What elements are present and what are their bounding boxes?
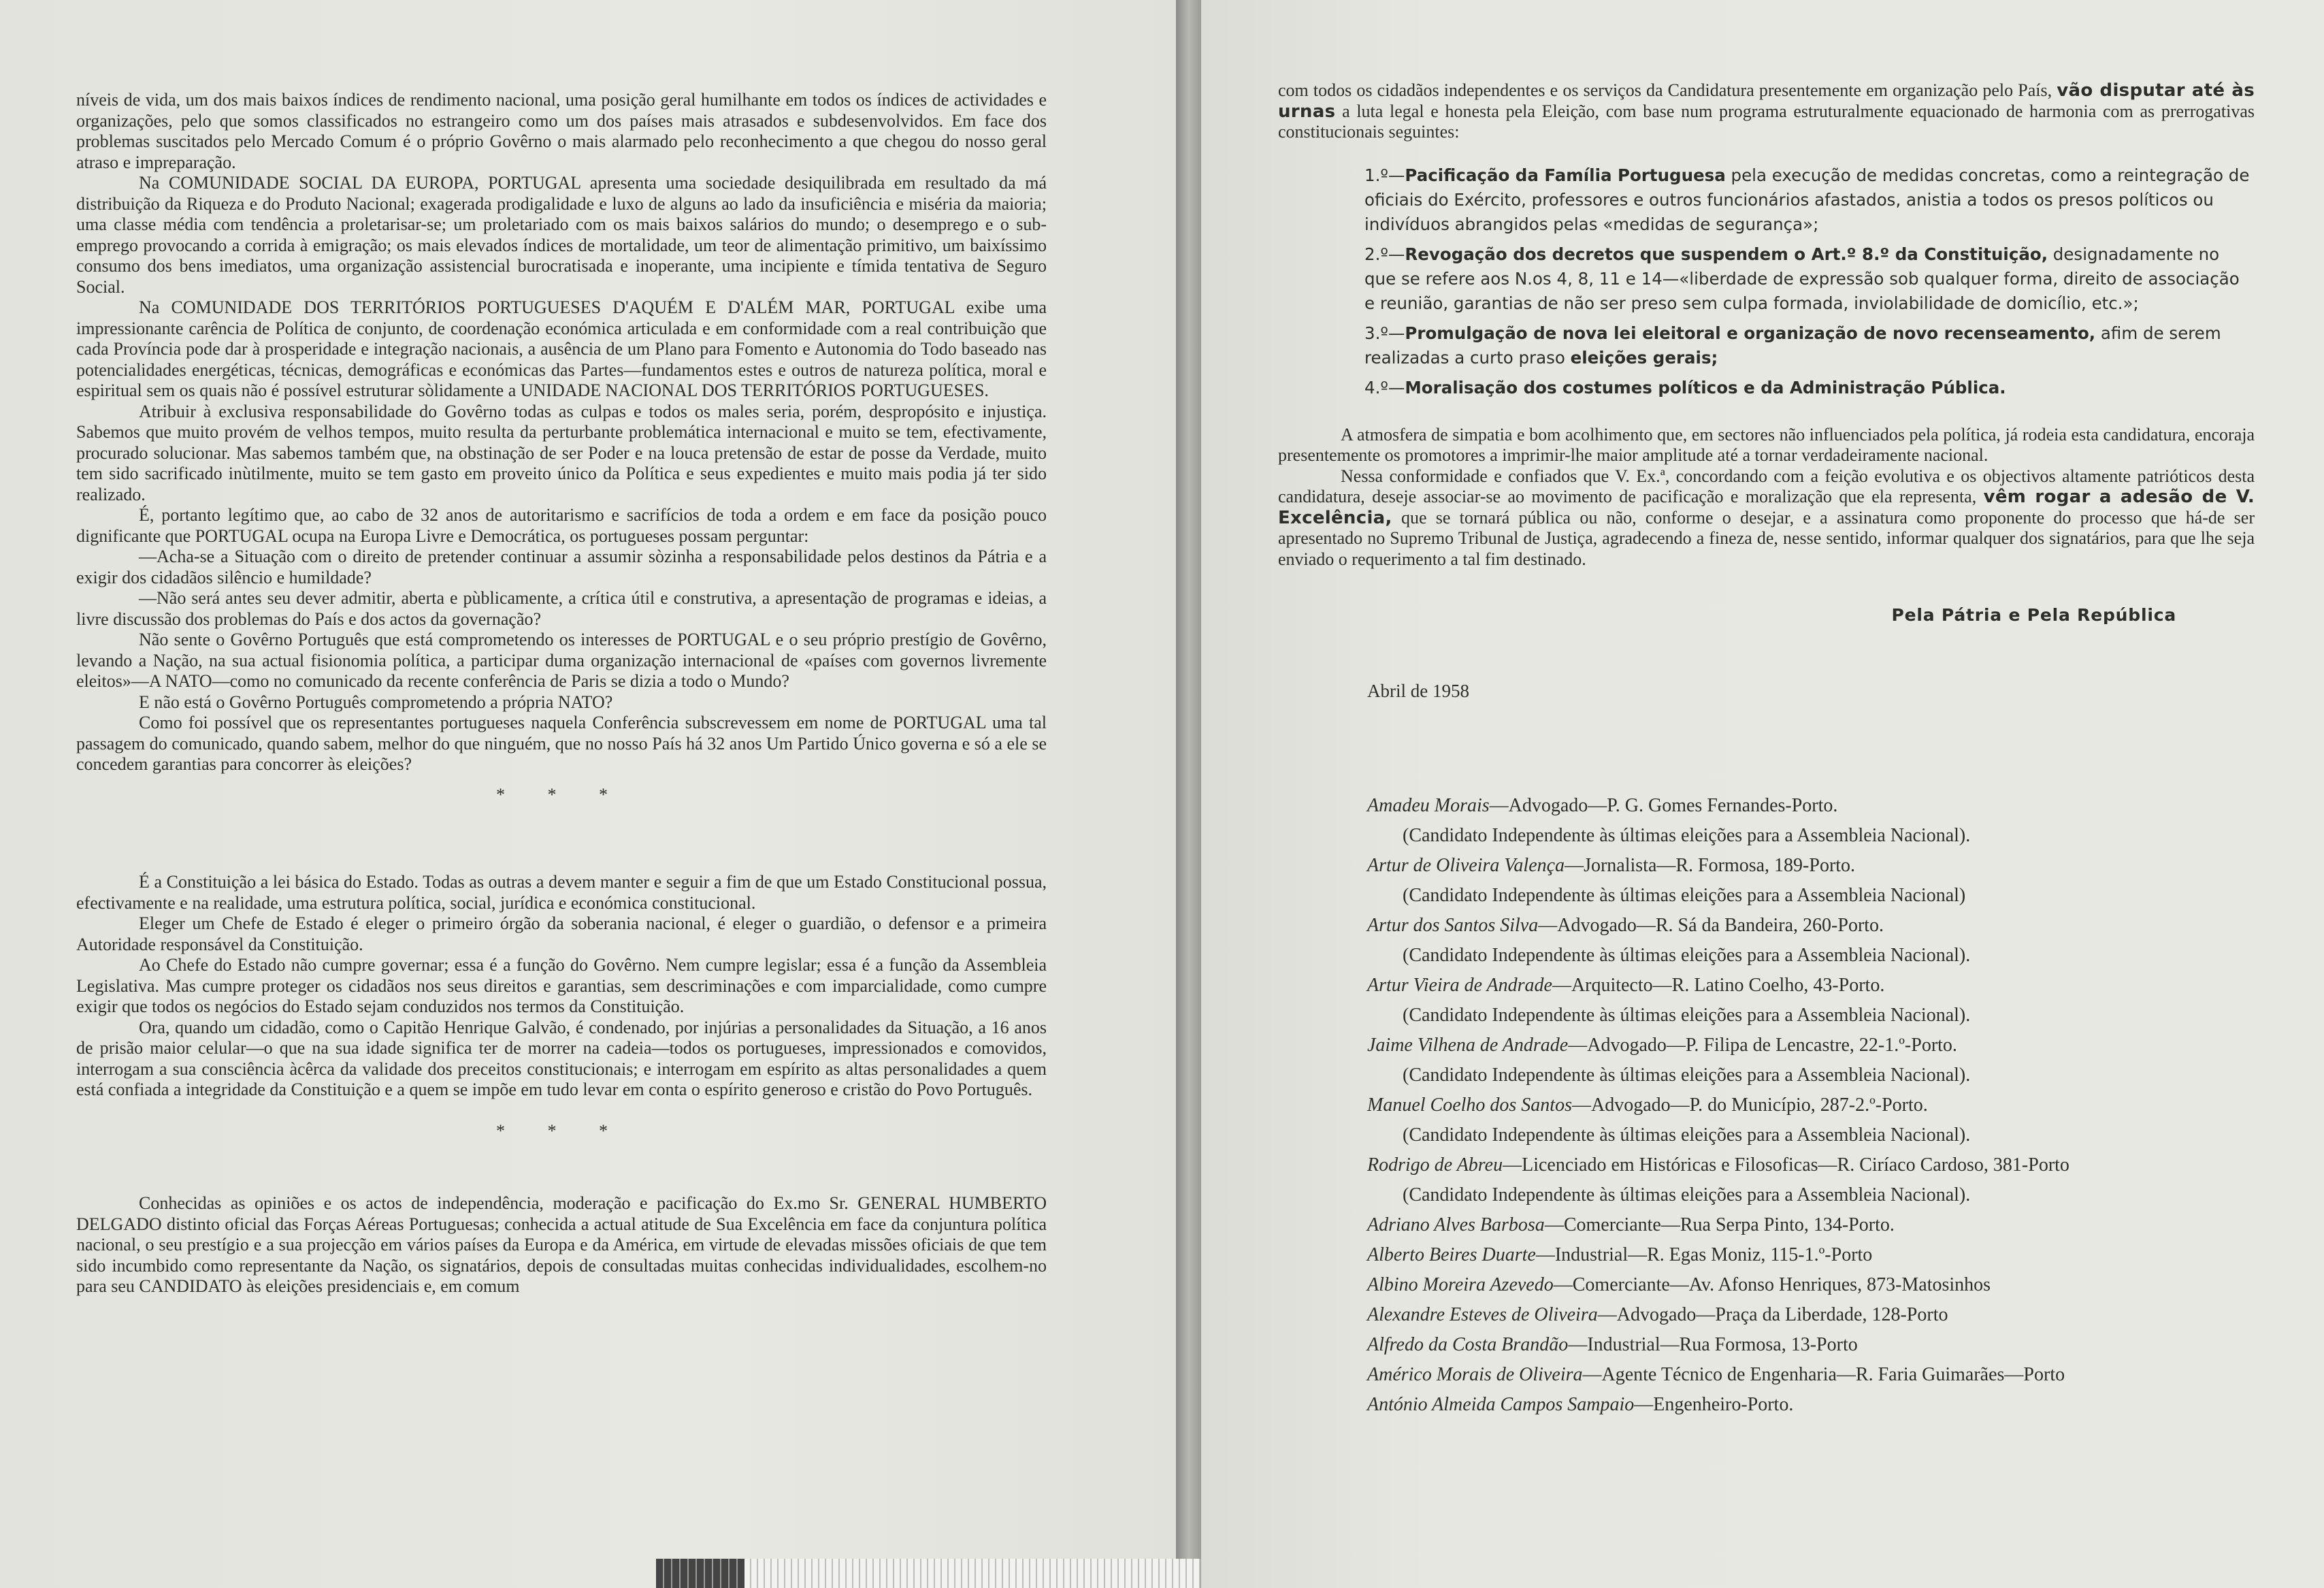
signatory-entry	[1367, 851, 2255, 881]
program-point: 2.º—Revogação dos decretos que suspendem o Art.º 8.º da Constituição, designadamente no que se refere aos N.os 4, 8, 11 e 14—«liberdade de expressão sob qualquer forma, direito de associação e reunião, garantias de não ser preso sem culpa formada, inviolabilidade de domicílio, etc.»;	[1364, 244, 2240, 313]
signatory-name: Adriano Alves Barbosa	[1367, 1214, 1545, 1235]
motto: Pela Pátria e Pela República	[1891, 605, 2176, 625]
signatory-details: —Advogado—P. G. Gomes Fernandes-Porto.	[1489, 795, 1838, 816]
program-point: 3.º—Promulgação de nova lei eleitoral e organização de novo recenseamento, afim de serem realizadas a curto praso eleições gerais;	[1364, 323, 2221, 368]
signatory-entry	[1367, 1210, 2255, 1240]
paragraph: Como foi possível que os representantes portugueses naquela Conferência subscrevessem em nome de PORTUGAL uma tal passagem do comunicado, quando sabem, melhor do que ninguém, que no nosso País há 32 anos Um Partido Único governa e só a ele se concedem garantias para concorrer às eleições?	[76, 713, 1047, 774]
signatory-entry	[1367, 1360, 2255, 1390]
point-title: Promulgação de nova lei eleitoral e organização de novo recenseamento,	[1405, 323, 2096, 343]
signatory-entry	[1367, 1150, 2255, 1180]
paragraph: —Não será antes seu dever admitir, aberta e pùblicamente, a crítica útil e construtiva, a apresentação de programas e ideias, a livre discussão dos problemas do País e dos actos da governação?	[76, 588, 1047, 629]
intro-emphasis: vão disputar até às urnas	[1278, 80, 2255, 122]
signatory-details: —Comerciante—Av. Afonso Henriques, 873-Matosinhos	[1553, 1274, 1991, 1295]
paragraph: Eleger um Chefe de Estado é eleger o primeiro órgão da soberania nacional, é eleger o guardião, o defensor e a primeira Autoridade responsável da Constituição.	[76, 913, 1047, 954]
section-divider-stars: * * *	[496, 784, 627, 805]
right-page	[1201, 0, 2324, 1588]
signatory-entry	[1367, 1330, 2255, 1360]
scan-ruler-dark-segment	[656, 1559, 744, 1588]
signatory-details: —Advogado—Praça da Liberdade, 128-Porto	[1597, 1304, 1948, 1325]
paragraph: Não sente o Govêrno Português que está comprometendo os interesses de PORTUGAL e o seu próprio prestígio de Govêrno, levando a Nação, na sua actual fisionomia política, a participar duma organização internacional de «países com governos livremente eleitos»—A NATO—como no comunicado da recente conferência de Paris se dizia a todo o Mundo?	[76, 630, 1047, 691]
signatory-note: (Candidato Independente às últimas eleições para a Assembleia Nacional).	[1403, 1124, 1971, 1146]
paragraph: —Acha-se a Situação com o direito de pretender continuar a assumir sòzinha a responsabilidade pelos destinos da Pátria e a exigir dos cidadãos silêncio e humildade?	[76, 547, 1047, 587]
paragraph: Na COMUNIDADE SOCIAL DA EUROPA, PORTUGAL apresenta uma sociedade desiquilibrada em resultado da má distribuição da Riqueza e do Produto Nacional; exagerada prodigalidade e luxo de alguns ao lado da insuficiência e miséria da maioria; uma classe média com tendência a proletarisar-se; um proletariado com os mais baixos salários do mundo; o desemprego e o sub-emprego provocando a corrida à emigração; os mais elevados índices de mortalidade, um teor de alimentação primitivo, um baixíssimo consumo dos bens imediatos, uma organização assistencial burocratisada e inoperante, uma incipiente e tímida tentativa de Seguro Social.	[76, 173, 1047, 297]
signatory-name: António Almeida Campos Sampaio	[1367, 1394, 1635, 1415]
signatory-name: Artur de Oliveira Valença	[1367, 855, 1565, 876]
signatory-details: —Comerciante—Rua Serpa Pinto, 134-Porto.	[1544, 1214, 1895, 1235]
signatory-name: Alexandre Esteves de Oliveira	[1367, 1304, 1598, 1325]
section-divider-stars: * * *	[496, 1120, 627, 1141]
signatory-entry	[1367, 791, 2255, 821]
paragraph: Conhecidas as opiniões e os actos de independência, moderação e pacificação do Ex.mo Sr. GENERAL HUMBERTO DELGADO distinto oficial das Forças Aéreas Portuguesas; conhecida a actual atitude de Sua Excelência em face da conjuntura política nacional, o seu prestígio e a sua projecção em vários países da Europa e da América, em virtude de elevadas missões oficiais de que tem sido incumbido como representante da Nação, os signatários, depois de consultadas muitas conhecidas individualidades, escolhem-no para seu CANDIDATO às eleições presidenciais e, em comum	[76, 1193, 1047, 1296]
left-column-text	[76, 90, 1047, 1297]
paragraph: Ora, quando um cidadão, como o Capitão Henrique Galvão, é condenado, por injúrias a personalidades da Situação, a 16 anos de prisão maior celular—o que na sua idade significa ter de morrer na cadeia—todos os portugueses, impressionados e comovidos, interrogam a sua consciência àcêrca da validade dos preceitos constitucionais; e interrogam em espírito as altas personalidades a quem está confiada a integridade da Constituição e a quem se impõe em tudo levar em conta o espírito generoso e cristão do Povo Português.	[76, 1017, 1047, 1099]
paragraph: É a Constituição a lei básica do Estado. Todas as outras a devem manter e seguir a fim de que um Estado Constitucional possua, efectivamente e na realidade, uma estrutura política, social, jurídica e económica constitucional.	[76, 872, 1047, 913]
signatory-name: Alberto Beires Duarte	[1367, 1244, 1536, 1265]
signatory-details: —Licenciado em Históricas e Filosoficas—R. Ciríaco Cardoso, 381-Porto	[1503, 1154, 2069, 1176]
signatory-name: Alfredo da Costa Brandão	[1367, 1334, 1569, 1355]
paragraph: níveis de vida, um dos mais baixos índices de rendimento nacional, uma posição geral humilhante em todos os índices de actividades e organizações, pelo que somos classificados no estrangeiro como um dos países mais atrasados e subdesenvolvidos. Em face dos problemas suscitados pelo Mercado Comum é o próprio Govêrno o mais alarmado pelo reconhecimento a que chegou do nosso geral atraso e impreparação.	[76, 90, 1047, 172]
paragraph: A atmosfera de simpatia e bom acolhimento que, em sectores não influenciados pela política, já rodeia esta candidatura, encoraja presentemente os promotores a imprimir-lhe maior amplitude até a tornar verdadeiramente nacional.	[1278, 424, 2255, 465]
signatory-details: —Engenheiro-Porto.	[1634, 1394, 1794, 1415]
signatory-note: (Candidato Independente às últimas eleições para a Assembleia Nacional).	[1403, 1184, 1971, 1205]
page-fold	[1176, 0, 1201, 1588]
signatory-details: —Advogado—R. Sá da Bandeira, 260-Porto.	[1538, 915, 1884, 936]
signatory-note: (Candidato Independente às últimas eleições para a Assembleia Nacional)	[1403, 885, 1966, 906]
signatory-details: —Arquitecto—R. Latino Coelho, 43-Porto.	[1552, 975, 1885, 996]
intro-paragraph: com todos os cidadãos independentes e os serviços da Candidatura presentemente em organização pelo País, vão disputar até às urnas a luta legal e honesta pela Eleição, com base num programa estruturalmente equacionado de harmonia com as prerrogativas constitucionais seguintes:	[1278, 80, 2255, 142]
paragraph: É, portanto legítimo que, ao cabo de 32 anos de autoritarismo e sacrifícios de toda a ordem e em face da posição pouco dignificante que PORTUGAL ocupa na Europa Livre e Democrática, os portugueses possam perguntar:	[76, 505, 1047, 546]
request-emphasis: vêm rogar a adesão de V. Excelência,	[1278, 487, 2255, 528]
paragraph: Na COMUNIDADE DOS TERRITÓRIOS PORTUGUESES D'AQUÉM E D'ALÉM MAR, PORTUGAL exibe uma impressionante carência de Política de conjunto, de coordenação económica articulada e em conformidade com a real contribuição que cada Província pode dar à prosperidade e integração nacionais, a ausência de um Plano para Fomento e Autonomia do Todo baseado nas potencialidades energéticas, técnicas, demográficas e económicas das Partes—fundamentos estes e outros de natureza política, moral e espiritual sem os quais não é possível estruturar sòlidamente a UNIDADE NACIONAL DOS TERRITÓRIOS PORTUGUESES.	[76, 297, 1047, 400]
signatory-entry	[1367, 1090, 2255, 1120]
document-date: Abril de 1958	[1367, 680, 1469, 701]
signatory-note: (Candidato Independente às últimas eleições para a Assembleia Nacional).	[1403, 1005, 1971, 1026]
signatory-entry	[1367, 911, 2255, 941]
signatory-name: Manuel Coelho dos Santos	[1367, 1095, 1572, 1116]
signatory-entry	[1367, 1390, 2255, 1420]
signatory-name: Jaime Vilhena de Andrade	[1367, 1035, 1569, 1056]
signatory-note: (Candidato Independente às últimas eleições para a Assembleia Nacional).	[1403, 945, 1971, 966]
signatory-entry	[1367, 971, 2255, 1001]
signatory-details: —Agente Técnico de Engenharia—R. Faria Guimarães—Porto	[1582, 1364, 2065, 1385]
paragraph: Atribuir à exclusiva responsabilidade do Govêrno todas as culpas e todos os males seria, porém, despropósito e injustiça. Sabemos que muito provém de velhos tempos, muito resulta da perturbante problemática internacional e muito se tem, efectivamente, procurado solucionar. Mas sabemos também que, na obstinação de ser Poder e na louca pretensão de estar de posse da Verdade, muito tem sido sacrificado inùtilmente, muito se tem gasto em proveito único da Política e seus expedientes e muito mais podia já ter sido realizado.	[76, 401, 1047, 504]
signatory-name: Américo Morais de Oliveira	[1367, 1364, 1583, 1385]
closing-paragraphs	[1278, 425, 2255, 570]
paragraph: Nessa conformidade e confiados que V. Ex.ª, concordando com a feição evolutiva e os objectivos altamente patrióticos desta candidatura, deseje associar-se ao movimento de pacificação e moralização que ela representa, vêm rogar a adesão de V. Excelência, que se tornará pública ou não, conforme o desejar, e a assinatura como proponente do processo que há-de ser apresentado no Supremo Tribunal de Justiça, agradecendo a fineza de, nesse sentido, informar qualquer dos signatários, para que lhe seja enviado o requerimento a tal fim destinado.	[1278, 466, 2255, 569]
signatory-note: (Candidato Independente às últimas eleições para a Assembleia Nacional).	[1403, 825, 1971, 846]
program-point: 4.º—Moralisação dos costumes políticos e da Administração Pública.	[1364, 377, 2006, 398]
signatory-name: Artur Vieira de Andrade	[1367, 975, 1552, 996]
signatory-name: Rodrigo de Abreu	[1367, 1154, 1503, 1176]
point-title: Moralisação dos costumes políticos e da Administração Pública.	[1405, 377, 2006, 398]
signatory-name: Artur dos Santos Silva	[1367, 915, 1539, 936]
point-title: Revogação dos decretos que suspendem o Art.º 8.º da Constituição,	[1405, 244, 2048, 264]
signatories-list	[1367, 791, 2255, 1420]
signatory-name: Amadeu Morais	[1367, 795, 1490, 816]
signatory-details: —Industrial—Rua Formosa, 13-Porto	[1568, 1334, 1858, 1355]
signatory-entry	[1367, 1240, 2255, 1270]
program-points	[1364, 163, 2255, 400]
signatory-note: (Candidato Independente às últimas eleições para a Assembleia Nacional).	[1403, 1065, 1971, 1086]
signatory-entry	[1367, 1270, 2255, 1300]
paragraph: E não está o Govêrno Português comprometendo a própria NATO?	[139, 692, 613, 712]
signatory-entry	[1367, 1300, 2255, 1330]
point-title: Pacificação da Família Portuguesa	[1405, 165, 1726, 185]
signatory-details: —Advogado—P. Filipa de Lencastre, 22-1.º-Porto.	[1568, 1035, 1957, 1056]
signatory-details: —Advogado—P. do Município, 287-2.º-Porto.	[1572, 1095, 1928, 1116]
signatory-details: —Jornalista—R. Formosa, 189-Porto.	[1565, 855, 1856, 876]
paragraph: Ao Chefe do Estado não cumpre governar; essa é a função do Govêrno. Nem cumpre legislar; essa é a função da Assembleia Legislativa. Mas cumpre proteger os cidadãos nos seus direitos e garantias, sem descriminações e com imparcialidade, como cumpre exigir que todos os negócios do Estado sejam conduzidos nos termos da Constituição.	[76, 955, 1047, 1016]
right-column-text	[1278, 80, 2255, 1420]
program-point: 1.º—Pacificação da Família Portuguesa pela execução de medidas concretas, como a reintegração de oficiais do Exército, professores e outros funcionários afastados, anistia a todos os presos políticos ou indivíduos abrangidos pelas «medidas de segurança»;	[1364, 165, 2250, 234]
signatory-name: Albino Moreira Azevedo	[1367, 1274, 1554, 1295]
signatory-details: —Industrial—R. Egas Moniz, 115-1.º-Porto	[1535, 1244, 1873, 1265]
signatory-entry	[1367, 1031, 2255, 1060]
